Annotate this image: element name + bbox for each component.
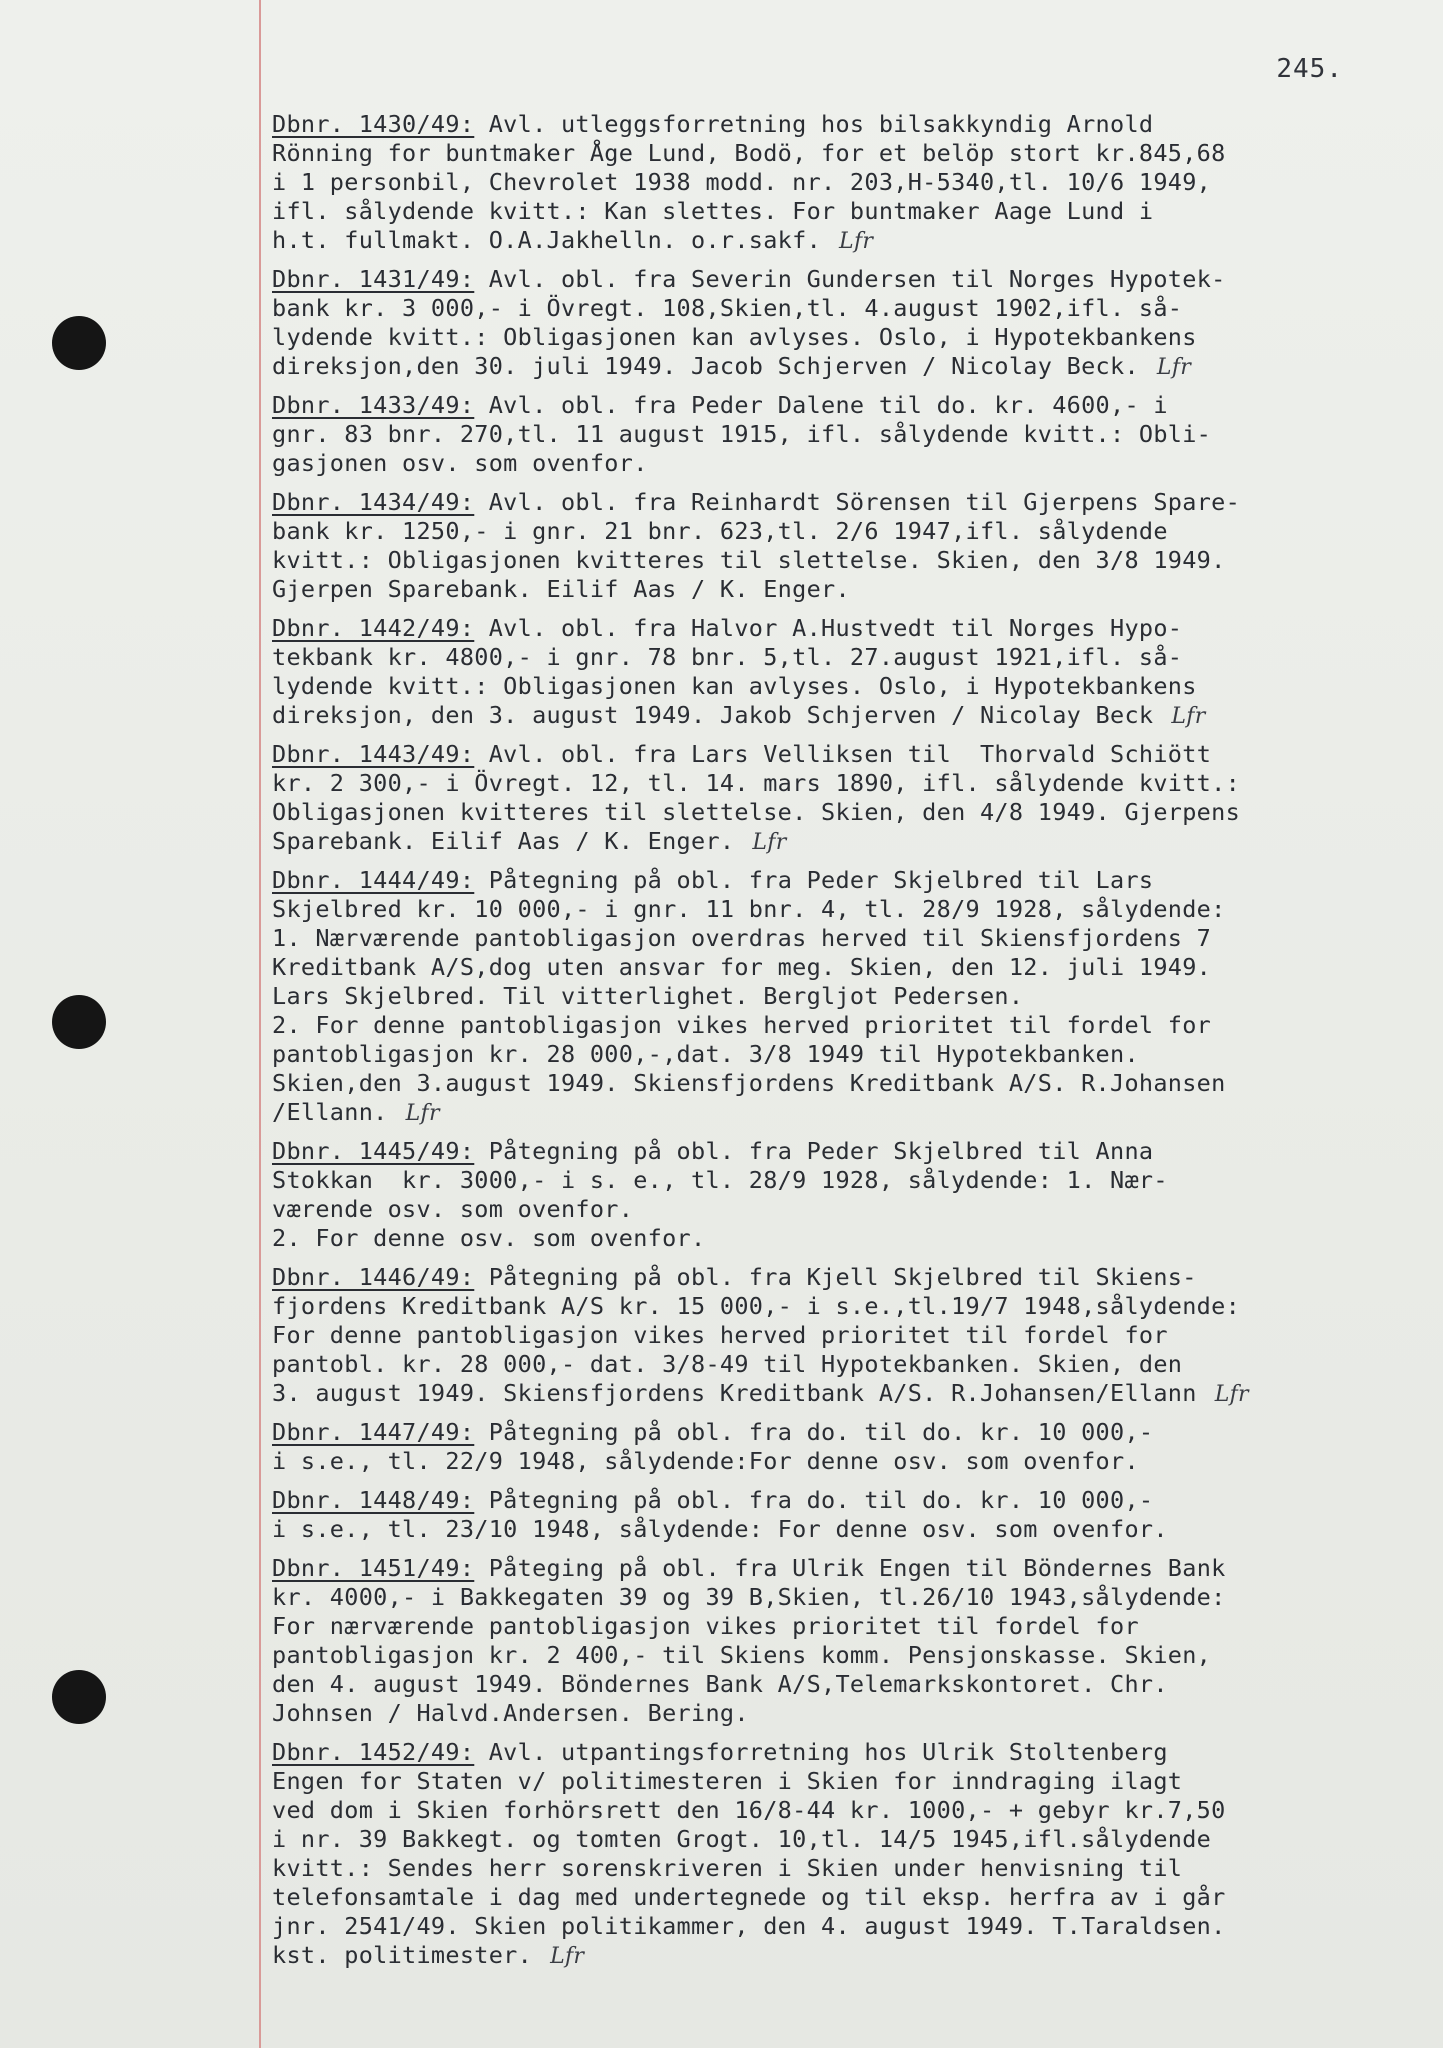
entry-line (272, 449, 1422, 478)
entry-text: Avl. utpantingsforretning hos Ulrik Stoltenberg (474, 1738, 1168, 1766)
entry-line (272, 1350, 1422, 1379)
entry-line (272, 1796, 1422, 1825)
entry-text: i 1 personbil, Chevrolet 1938 modd. nr. 203,H-5340,tl. 10/6 1949, (272, 168, 1212, 196)
entry-text: 2. For denne pantobligasjon vikes herved prioritet til fordel for (272, 1011, 1212, 1039)
entry-line (272, 1166, 1422, 1195)
entry-line (272, 643, 1422, 672)
entry-text: bank kr. 3 000,- i Övregt. 108,Skien,tl. 4.august 1902,ifl. så- (272, 294, 1183, 322)
entry-line (272, 672, 1422, 701)
entry-text: i s.e., tl. 22/9 1948, sålydende:For denne osv. som ovenfor. (272, 1447, 1139, 1475)
entry-text: 3. august 1949. Skiensfjordens Kreditbank A/S. R.Johansen/Ellann (272, 1379, 1197, 1407)
ledger-entry (272, 1137, 1422, 1253)
entry-reference: Dbnr. 1447/49: (272, 1418, 475, 1446)
entry-line (272, 1738, 1422, 1767)
entry-text: lydende kvitt.: Obligasjonen kan avlyses. Oslo, i Hypotekbankens (272, 323, 1197, 351)
punch-hole (52, 1670, 106, 1724)
entry-text: ifl. sålydende kvitt.: Kan slettes. For buntmaker Aage Lund i (272, 197, 1154, 225)
entry-text: gasjonen osv. som ovenfor. (272, 449, 648, 477)
entry-line (272, 575, 1422, 604)
entry-line (272, 197, 1422, 226)
entry-text: Påtegning på obl. fra do. til do. kr. 10 000,- (474, 1418, 1154, 1446)
entry-line (272, 1098, 1422, 1127)
entry-text: Påtegning på obl. fra Peder Skjelbred til Lars (474, 866, 1154, 894)
entry-line (272, 895, 1422, 924)
entry-line (272, 517, 1422, 546)
entry-line (272, 294, 1422, 323)
entry-line (272, 1195, 1422, 1224)
entry-text: Avl. obl. fra Lars Velliksen til Thorvald Schiött (474, 740, 1212, 768)
entry-line (272, 1379, 1422, 1408)
ledger-entry (272, 1418, 1422, 1476)
entry-line (272, 614, 1422, 643)
entry-line (272, 1854, 1422, 1883)
handwritten-initials: Lfr (752, 830, 787, 855)
entry-reference: Dbnr. 1434/49: (272, 488, 475, 516)
entry-text: Johnsen / Halvd.Andersen. Bering. (272, 1699, 749, 1727)
entry-line (272, 1670, 1422, 1699)
entry-line (272, 1418, 1422, 1447)
entry-text: pantobligasjon kr. 2 400,- til Skiens komm. Pensjonskasse. Skien, (272, 1641, 1212, 1669)
entry-text: telefonsamtale i dag med undertegnede og til eksp. herfra av i går (272, 1883, 1226, 1911)
entry-line (272, 1137, 1422, 1166)
entry-line (272, 1825, 1422, 1854)
page-number: 245. (1276, 54, 1343, 84)
punch-hole (52, 995, 106, 1049)
entry-text: Påtegning på obl. fra do. til do. kr. 10 000,- (474, 1486, 1154, 1514)
entry-reference: Dbnr. 1452/49: (272, 1738, 475, 1766)
entry-text: Stokkan kr. 3000,- i s. e., tl. 28/9 1928, sålydende: 1. Nær- (272, 1166, 1168, 1194)
entry-text: Påteging på obl. fra Ulrik Engen til Böndernes Bank (474, 1554, 1226, 1582)
entry-text: Påtegning på obl. fra Kjell Skjelbred til Skiens- (474, 1263, 1197, 1291)
entry-text: kr. 4000,- i Bakkegaten 39 og 39 B,Skien, tl.26/10 1943,sålydende: (272, 1583, 1226, 1611)
entry-text: den 4. august 1949. Böndernes Bank A/S,Telemarkskontoret. Chr. (272, 1670, 1168, 1698)
entry-line (272, 1912, 1422, 1941)
entry-line (272, 1612, 1422, 1641)
ledger-entry (272, 110, 1422, 255)
entry-reference: Dbnr. 1451/49: (272, 1554, 475, 1582)
entry-text: 1. Nærværende pantobligasjon overdras herved til Skiensfjordens 7 (272, 924, 1212, 952)
entry-reference: Dbnr. 1445/49: (272, 1137, 475, 1165)
entry-line (272, 488, 1422, 517)
entry-text: Avl. obl. fra Reinhardt Sörensen til Gjerpens Spare- (474, 488, 1241, 516)
entry-reference: Dbnr. 1443/49: (272, 740, 475, 768)
entry-text: Engen for Staten v/ politimesteren i Skien for inndraging ilagt (272, 1767, 1183, 1795)
entry-line (272, 1263, 1422, 1292)
ledger-entry (272, 740, 1422, 856)
ledger-entry (272, 391, 1422, 478)
entry-line (272, 1641, 1422, 1670)
entry-text: Avl. obl. fra Peder Dalene til do. kr. 4600,- i (474, 391, 1168, 419)
entry-text: h.t. fullmakt. O.A.Jakhelln. o.r.sakf. (272, 226, 822, 254)
ledger-entry (272, 488, 1422, 604)
entry-text: direksjon, den 3. august 1949. Jakob Schjerven / Nicolay Beck (272, 701, 1154, 729)
entry-reference: Dbnr. 1444/49: (272, 866, 475, 894)
ledger-entry (272, 1486, 1422, 1544)
entry-line (272, 226, 1422, 255)
entry-text: kvitt.: Sendes herr sorenskriveren i Skien under henvisning til (272, 1854, 1183, 1882)
ledger-entry (272, 1554, 1422, 1728)
entry-line (272, 546, 1422, 575)
entry-reference: Dbnr. 1430/49: (272, 110, 475, 138)
entry-text: /Ellann. (272, 1098, 388, 1126)
entry-line (272, 740, 1422, 769)
entry-text: kst. politimester. (272, 1941, 533, 1969)
ledger-entry (272, 866, 1422, 1127)
entry-line (272, 769, 1422, 798)
entry-reference: Dbnr. 1431/49: (272, 265, 475, 293)
entry-line (272, 265, 1422, 294)
entry-text: Avl. utleggsforretning hos bilsakkyndig Arnold (474, 110, 1154, 138)
entry-text: direksjon,den 30. juli 1949. Jacob Schjerven / Nicolay Beck. (272, 352, 1139, 380)
handwritten-initials: Lfr (1156, 355, 1192, 380)
entry-line (272, 953, 1422, 982)
ledger-entry (272, 614, 1422, 730)
entry-text: 2. For denne osv. som ovenfor. (272, 1224, 706, 1252)
entry-line (272, 168, 1422, 197)
entry-text: kvitt.: Obligasjonen kvitteres til slettelse. Skien, den 3/8 1949. (272, 546, 1226, 574)
entry-line (272, 420, 1422, 449)
ledger-entry (272, 1738, 1422, 1970)
entry-text: Obligasjonen kvitteres til slettelse. Skien, den 4/8 1949. Gjerpens (272, 798, 1241, 826)
entry-line (272, 352, 1422, 381)
entry-text: fjordens Kreditbank A/S kr. 15 000,- i s.e.,tl.19/7 1948,sålydende: (272, 1292, 1241, 1320)
entry-text: For denne pantobligasjon vikes herved prioritet til fordel for (272, 1321, 1168, 1349)
ledger-entry (272, 1263, 1422, 1408)
handwritten-initials: Lfr (1171, 704, 1206, 729)
entry-reference: Dbnr. 1433/49: (272, 391, 475, 419)
entry-line (272, 391, 1422, 420)
entry-line (272, 1447, 1422, 1476)
entry-line (272, 798, 1422, 827)
entry-line (272, 1883, 1422, 1912)
entry-text: tekbank kr. 4800,- i gnr. 78 bnr. 5,tl. 27.august 1921,ifl. så- (272, 643, 1183, 671)
entry-line (272, 924, 1422, 953)
entry-text: For nærværende pantobligasjon vikes prioritet til fordel for (272, 1612, 1139, 1640)
entry-line (272, 110, 1422, 139)
entry-reference: Dbnr. 1448/49: (272, 1486, 475, 1514)
entry-line (272, 1767, 1422, 1796)
entry-line (272, 982, 1422, 1011)
entry-text: Gjerpen Sparebank. Eilif Aas / K. Enger. (272, 575, 850, 603)
entry-text: Påtegning på obl. fra Peder Skjelbred til Anna (474, 1137, 1154, 1165)
entry-line (272, 323, 1422, 352)
entry-text: bank kr. 1250,- i gnr. 21 bnr. 623,tl. 2/6 1947,ifl. sålydende (272, 517, 1168, 545)
handwritten-initials: Lfr (550, 1944, 585, 1969)
entry-line (272, 1486, 1422, 1515)
entry-text: Avl. obl. fra Halvor A.Hustvedt til Norges Hypo- (474, 614, 1183, 642)
punch-hole (52, 316, 106, 370)
entry-line (272, 701, 1422, 730)
entry-text: jnr. 2541/49. Skien politikammer, den 4. august 1949. T.Taraldsen. (272, 1912, 1226, 1940)
entry-text: Avl. obl. fra Severin Gundersen til Norges Hypotek- (474, 265, 1226, 293)
entry-reference: Dbnr. 1446/49: (272, 1263, 475, 1291)
entry-text: i nr. 39 Bakkegt. og tomten Grogt. 10,tl. 14/5 1945,ifl.sålydende (272, 1825, 1212, 1853)
entry-text: pantobligasjon kr. 28 000,-,dat. 3/8 1949 til Hypotekbanken. (272, 1040, 1139, 1068)
entry-line (272, 866, 1422, 895)
entry-text: Kreditbank A/S,dog uten ansvar for meg. Skien, den 12. juli 1949. (272, 953, 1212, 981)
entry-line (272, 827, 1422, 856)
handwritten-initials: Lfr (405, 1101, 440, 1126)
entry-line (272, 1069, 1422, 1098)
entry-line (272, 1292, 1422, 1321)
entry-line (272, 1040, 1422, 1069)
entry-line (272, 139, 1422, 168)
entry-text: Skien,den 3.august 1949. Skiensfjordens Kreditbank A/S. R.Johansen (272, 1069, 1226, 1097)
entry-reference: Dbnr. 1442/49: (272, 614, 475, 642)
entry-text: lydende kvitt.: Obligasjonen kan avlyses. Oslo, i Hypotekbankens (272, 672, 1197, 700)
entry-list (272, 110, 1422, 1980)
handwritten-initials: Lfr (1214, 1382, 1249, 1407)
entry-line (272, 1011, 1422, 1040)
entry-text: ved dom i Skien forhörsrett den 16/8-44 kr. 1000,- + gebyr kr.7,50 (272, 1796, 1226, 1824)
entry-text: pantobl. kr. 28 000,- dat. 3/8-49 til Hypotekbanken. Skien, den (272, 1350, 1183, 1378)
handwritten-initials: Lfr (839, 229, 874, 254)
entry-text: kr. 2 300,- i Övregt. 12, tl. 14. mars 1890, ifl. sålydende kvitt.: (272, 769, 1241, 797)
entry-text: gnr. 83 bnr. 270,tl. 11 august 1915, ifl. sålydende kvitt.: Obli- (272, 420, 1212, 448)
ledger-entry (272, 265, 1422, 381)
entry-line (272, 1224, 1422, 1253)
entry-text: Lars Skjelbred. Til vitterlighet. Bergljot Pedersen. (272, 982, 1024, 1010)
entry-line (272, 1321, 1422, 1350)
entry-text: Rönning for buntmaker Åge Lund, Bodö, for et belöp stort kr.845,68 (272, 139, 1226, 167)
entry-line (272, 1554, 1422, 1583)
entry-line (272, 1941, 1422, 1970)
entry-text: værende osv. som ovenfor. (272, 1195, 634, 1223)
margin-rule (259, 0, 261, 2048)
entry-text: Skjelbred kr. 10 000,- i gnr. 11 bnr. 4, tl. 28/9 1928, sålydende: (272, 895, 1226, 923)
entry-text: i s.e., tl. 23/10 1948, sålydende: For denne osv. som ovenfor. (272, 1515, 1168, 1543)
entry-line (272, 1515, 1422, 1544)
entry-line (272, 1583, 1422, 1612)
entry-text: Sparebank. Eilif Aas / K. Enger. (272, 827, 735, 855)
entry-line (272, 1699, 1422, 1728)
